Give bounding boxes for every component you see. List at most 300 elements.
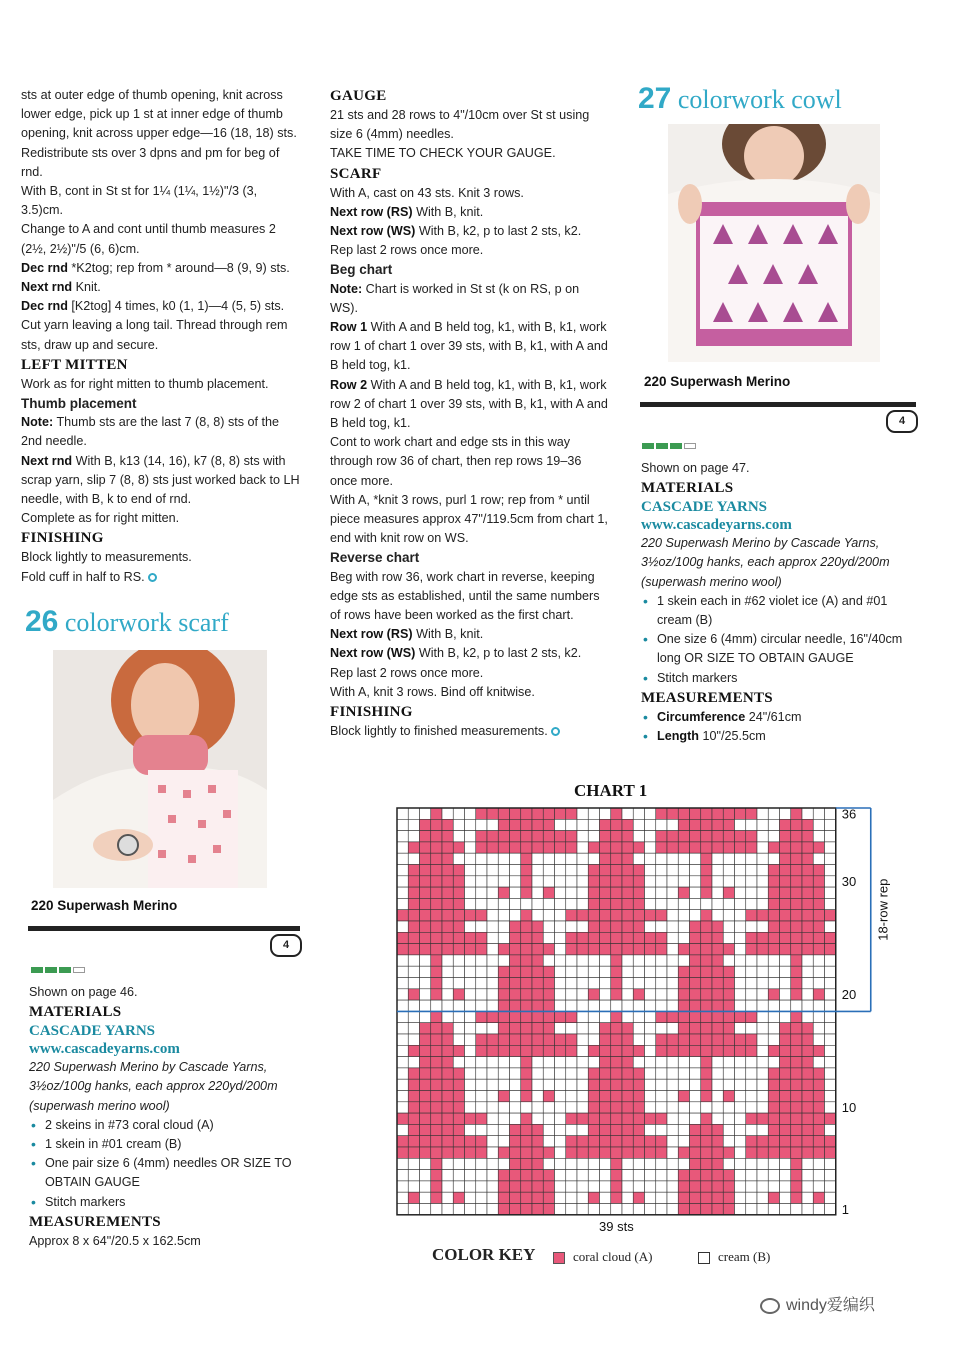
chart-cell xyxy=(802,898,813,909)
chart-cell xyxy=(690,955,701,966)
chart-cell xyxy=(645,978,656,989)
chart-cell xyxy=(712,1113,723,1124)
chart-cell xyxy=(825,1158,836,1169)
chart-cell xyxy=(588,1023,599,1034)
chart-cell xyxy=(622,876,633,887)
chart-cell xyxy=(735,1170,746,1181)
chart-cell xyxy=(532,1023,543,1034)
chart-cell xyxy=(611,921,622,932)
repeat-label: 18-row rep xyxy=(875,878,891,941)
chart-cell xyxy=(723,853,734,864)
chart-cell xyxy=(600,1204,611,1215)
chart-cell xyxy=(667,1091,678,1102)
chart-cell xyxy=(701,921,712,932)
chart-cell xyxy=(566,1045,577,1056)
chart-cell xyxy=(768,1011,779,1022)
chart-cell xyxy=(420,966,431,977)
chart-cell xyxy=(476,1000,487,1011)
chart-cell xyxy=(453,831,464,842)
chart-cell xyxy=(690,865,701,876)
chart-cell xyxy=(825,1091,836,1102)
chart-cell xyxy=(577,1102,588,1113)
chart-cell xyxy=(420,1102,431,1113)
chart-cell xyxy=(408,921,419,932)
chart-cell xyxy=(780,944,791,955)
chart-cell xyxy=(397,1124,408,1135)
chart-cell xyxy=(521,1102,532,1113)
chart-cell xyxy=(453,1057,464,1068)
chart-cell xyxy=(510,966,521,977)
chart-cell xyxy=(566,921,577,932)
chart-cell xyxy=(611,1000,622,1011)
chart-cell xyxy=(487,1124,498,1135)
chart-cell xyxy=(600,898,611,909)
chart-cell xyxy=(442,1011,453,1022)
chart-cell xyxy=(566,1158,577,1169)
chart-cell xyxy=(780,932,791,943)
chart-cell xyxy=(397,1023,408,1034)
chart-title: CHART 1 xyxy=(574,781,648,800)
chart-cell xyxy=(791,944,802,955)
chart-cell xyxy=(577,966,588,977)
chart-cell xyxy=(420,921,431,932)
instruction-dec-rnd: Dec rnd *K2tog; rep from * around—8 (9, 9) sts. xyxy=(21,260,290,275)
cowl-model-image xyxy=(668,124,880,362)
chart-cell xyxy=(735,1147,746,1158)
chart-cell xyxy=(566,876,577,887)
chart-cell xyxy=(768,932,779,943)
chart-cell xyxy=(825,808,836,819)
chart-cell xyxy=(780,1204,791,1215)
chart-cell xyxy=(408,1136,419,1147)
chart-cell xyxy=(431,1034,442,1045)
chart-cell xyxy=(510,1113,521,1124)
chart-cell xyxy=(825,1124,836,1135)
chart-cell xyxy=(813,1204,824,1215)
chart-cell xyxy=(802,1079,813,1090)
chart-cell xyxy=(735,1011,746,1022)
chart-cell xyxy=(780,853,791,864)
chart-cell xyxy=(577,955,588,966)
chart-cell xyxy=(723,808,734,819)
chart-cell xyxy=(408,1034,419,1045)
chart-cell xyxy=(656,1023,667,1034)
chart-cell xyxy=(453,955,464,966)
chart-cell xyxy=(442,1204,453,1215)
chart-cell xyxy=(645,1000,656,1011)
chart-cell xyxy=(577,898,588,909)
chart-cell xyxy=(667,831,678,842)
chart-cell xyxy=(791,1124,802,1135)
chart-cell xyxy=(498,887,509,898)
chart-cell xyxy=(397,1057,408,1068)
chart-cell xyxy=(420,1068,431,1079)
chart-cell xyxy=(543,1045,554,1056)
chart-cell xyxy=(791,887,802,898)
chart-cell xyxy=(487,1204,498,1215)
chart-cell xyxy=(532,921,543,932)
chart-cell xyxy=(465,1079,476,1090)
chart-cell xyxy=(408,1068,419,1079)
chart-cell xyxy=(476,1170,487,1181)
chart-cell xyxy=(588,1147,599,1158)
chart-cell xyxy=(532,1158,543,1169)
chart-cell xyxy=(397,966,408,977)
list-item: • 1 skein each in #62 violet ice (A) and #01 cream (B) xyxy=(655,592,919,630)
chart-cell xyxy=(746,865,757,876)
chart-cell xyxy=(690,1158,701,1169)
chart-cell xyxy=(813,966,824,977)
chart-cell xyxy=(723,1091,734,1102)
chart-cell xyxy=(397,1147,408,1158)
chart-cell xyxy=(656,876,667,887)
chart-cell xyxy=(487,1011,498,1022)
instruction-ws-2: Next row (WS) With B, k2, p to last 2 sts, k2. xyxy=(330,646,582,661)
chart-cell xyxy=(678,1023,689,1034)
chart-cell xyxy=(532,1181,543,1192)
heading-measurements: MEASUREMENTS xyxy=(29,1213,161,1230)
chart-cell xyxy=(825,887,836,898)
chart-cell xyxy=(420,876,431,887)
chart-cell xyxy=(723,989,734,1000)
paragraph: With A, cast on 43 sts. Knit 3 rows. xyxy=(330,185,524,200)
chart-cell xyxy=(735,921,746,932)
chart-cell xyxy=(600,932,611,943)
chart-cell xyxy=(397,1192,408,1203)
chart-cell xyxy=(633,932,644,943)
chart-cell xyxy=(588,876,599,887)
chart-cell xyxy=(723,1136,734,1147)
chart-cell xyxy=(611,1057,622,1068)
chart-cell xyxy=(645,921,656,932)
chart-cell xyxy=(498,808,509,819)
chart-cell xyxy=(577,1136,588,1147)
chart-cell xyxy=(667,819,678,830)
chart-cell xyxy=(577,989,588,1000)
chart-cell xyxy=(521,1192,532,1203)
chart-cell xyxy=(600,1113,611,1124)
chart-cell xyxy=(487,1192,498,1203)
chart-cell xyxy=(566,978,577,989)
pattern-26-materials xyxy=(29,983,305,1251)
chart-cell xyxy=(802,921,813,932)
chart-cell xyxy=(577,1023,588,1034)
chart-cell xyxy=(690,1136,701,1147)
chart-cell xyxy=(656,1136,667,1147)
chart-cell xyxy=(690,1204,701,1215)
chart-cell xyxy=(600,989,611,1000)
chart-cell xyxy=(791,1091,802,1102)
chart-cell xyxy=(723,1034,734,1045)
paragraph: Rep last 2 rows once more. xyxy=(330,243,484,258)
chart-cell xyxy=(498,1000,509,1011)
paragraph: Change to A and cont until thumb measures 2 (2½, 2½)"/5 (6, 6)cm. xyxy=(21,222,276,256)
divider-rule xyxy=(640,402,916,407)
chart-cell xyxy=(723,1113,734,1124)
chart-cell xyxy=(431,1170,442,1181)
chart-cell xyxy=(723,1192,734,1203)
chart-cell xyxy=(825,944,836,955)
chart-cell xyxy=(780,1000,791,1011)
chart-cell xyxy=(431,1023,442,1034)
chart-cell xyxy=(678,1192,689,1203)
chart-cell xyxy=(588,955,599,966)
chart-cell xyxy=(487,1181,498,1192)
chart-cell xyxy=(577,1192,588,1203)
chart-cell xyxy=(757,853,768,864)
chart-cell xyxy=(408,1124,419,1135)
chart-cell xyxy=(408,808,419,819)
chart-cell xyxy=(611,1079,622,1090)
chart-cell xyxy=(757,887,768,898)
heading-gauge: GAUGE xyxy=(330,88,387,104)
chart-cell xyxy=(656,1057,667,1068)
chart-cell xyxy=(780,1147,791,1158)
chart-cell xyxy=(701,1147,712,1158)
chart-cell xyxy=(633,1192,644,1203)
chart-cell xyxy=(577,1147,588,1158)
chart-cell xyxy=(510,1102,521,1113)
chart-cell xyxy=(521,921,532,932)
chart-cell xyxy=(667,876,678,887)
chart-cell xyxy=(667,932,678,943)
chart-cell xyxy=(543,865,554,876)
chart-cell xyxy=(735,876,746,887)
note: Note: Thumb sts are the last 7 (8, 8) sts of the 2nd needle. xyxy=(21,415,280,449)
chart-cell xyxy=(746,932,757,943)
chart-cell xyxy=(780,1113,791,1124)
chart-cell xyxy=(813,1023,824,1034)
chart-cell xyxy=(611,876,622,887)
chart-cell xyxy=(555,887,566,898)
chart-cell xyxy=(768,898,779,909)
chart-cell xyxy=(555,1192,566,1203)
chart-cell xyxy=(498,1170,509,1181)
chart-cell xyxy=(532,1204,543,1215)
chart-cell xyxy=(622,865,633,876)
chart-cell xyxy=(397,1158,408,1169)
chart-cell xyxy=(780,1181,791,1192)
chart-cell xyxy=(487,887,498,898)
chart-cell xyxy=(476,1057,487,1068)
chart-cell xyxy=(802,1011,813,1022)
chart-cell xyxy=(555,921,566,932)
chart-cell xyxy=(611,1147,622,1158)
chart-cell xyxy=(712,921,723,932)
chart-cell xyxy=(431,1045,442,1056)
chart-cell xyxy=(667,1147,678,1158)
chart-cell xyxy=(453,1124,464,1135)
chart-cell xyxy=(791,1136,802,1147)
chart-cell xyxy=(633,1136,644,1147)
chart-cell xyxy=(555,1023,566,1034)
yarn-description: 220 Superwash Merino by Cascade Yarns, 3½oz/100g hanks, each approx 220yd/200m (superwash merino wool) xyxy=(29,1060,278,1113)
chart-cell xyxy=(555,955,566,966)
chart-cell xyxy=(746,1068,757,1079)
chart-cell xyxy=(498,1011,509,1022)
chart-cell xyxy=(555,966,566,977)
chart-cell xyxy=(408,1023,419,1034)
chart-cell xyxy=(566,1124,577,1135)
chart-cell xyxy=(768,1091,779,1102)
chart-cell xyxy=(667,978,678,989)
chart-cell xyxy=(588,1057,599,1068)
chart-cell xyxy=(757,1147,768,1158)
chart-cell xyxy=(690,831,701,842)
chart-cell xyxy=(645,1102,656,1113)
chart-cell xyxy=(746,989,757,1000)
chart-cell xyxy=(723,876,734,887)
chart-cell xyxy=(510,1147,521,1158)
chart-cell xyxy=(397,819,408,830)
chart-cell xyxy=(431,955,442,966)
chart-cell xyxy=(521,1147,532,1158)
brand-url[interactable]: www.cascadeyarns.com xyxy=(29,1041,180,1058)
chart-cell xyxy=(420,865,431,876)
chart-cell xyxy=(408,1181,419,1192)
chart-cell xyxy=(555,842,566,853)
row-label: 10 xyxy=(841,1100,857,1116)
chart-cell xyxy=(622,1192,633,1203)
chart-cell xyxy=(678,1000,689,1011)
chart-cell xyxy=(622,1011,633,1022)
chart-cell xyxy=(453,921,464,932)
chart-cell xyxy=(498,966,509,977)
chart-cell xyxy=(600,887,611,898)
chart-cell xyxy=(510,1181,521,1192)
chart-cell xyxy=(667,1057,678,1068)
chart-cell xyxy=(780,1158,791,1169)
chart-cell xyxy=(611,1192,622,1203)
chart-cell xyxy=(645,1113,656,1124)
chart-cell xyxy=(397,1068,408,1079)
chart-cell xyxy=(735,910,746,921)
chart-cell xyxy=(802,1068,813,1079)
chart-cell xyxy=(487,1091,498,1102)
chart-cell xyxy=(678,887,689,898)
chart-cell xyxy=(442,1034,453,1045)
chart-cell xyxy=(701,1113,712,1124)
chart-cell xyxy=(498,932,509,943)
chart-cell xyxy=(813,1181,824,1192)
chart-cell xyxy=(431,978,442,989)
chart-cell xyxy=(498,1057,509,1068)
chart-cell xyxy=(723,1204,734,1215)
chart-cell xyxy=(442,1124,453,1135)
column-2 xyxy=(330,86,610,741)
chart-cell xyxy=(690,876,701,887)
chart-cell xyxy=(442,1136,453,1147)
chart-cell xyxy=(735,955,746,966)
chart-cell xyxy=(611,1011,622,1022)
chart-cell xyxy=(757,932,768,943)
chart-cell xyxy=(453,887,464,898)
brand-url[interactable]: www.cascadeyarns.com xyxy=(641,517,792,534)
chart-cell xyxy=(825,1068,836,1079)
chart-cell xyxy=(757,1158,768,1169)
chart-cell xyxy=(487,921,498,932)
chart-cell xyxy=(746,1045,757,1056)
instruction-next-rnd: Next rnd Knit. xyxy=(21,280,101,295)
pattern-26-caption: 220 Superwash Merino xyxy=(31,898,178,913)
chart-cell xyxy=(543,1192,554,1203)
chart-cell xyxy=(555,831,566,842)
chart-cell xyxy=(611,910,622,921)
chart-cell xyxy=(678,1034,689,1045)
chart-cell xyxy=(431,944,442,955)
chart-cell xyxy=(600,1181,611,1192)
chart-cell xyxy=(645,1147,656,1158)
chart-cell xyxy=(678,865,689,876)
chart-cell xyxy=(543,966,554,977)
chart-cell xyxy=(825,1023,836,1034)
chart-cell xyxy=(746,808,757,819)
chart-cell xyxy=(566,831,577,842)
chart-cell xyxy=(622,1079,633,1090)
chart-cell xyxy=(577,1170,588,1181)
chart-cell xyxy=(813,1091,824,1102)
color-key-title: COLOR KEY xyxy=(432,1245,536,1264)
chart-cell xyxy=(712,1204,723,1215)
chart-cell xyxy=(476,1124,487,1135)
chart-cell xyxy=(802,819,813,830)
chart-cell xyxy=(813,978,824,989)
chart-cell xyxy=(780,1045,791,1056)
chart-cell xyxy=(735,989,746,1000)
chart-cell xyxy=(667,944,678,955)
chart-cell xyxy=(465,1136,476,1147)
chart-cell xyxy=(510,898,521,909)
chart-cell xyxy=(408,1170,419,1181)
chart-cell xyxy=(633,1079,644,1090)
chart-cell xyxy=(420,932,431,943)
chart-cell xyxy=(543,887,554,898)
chart-cell xyxy=(532,898,543,909)
chart-cell xyxy=(802,831,813,842)
heading-left-mitten: LEFT MITTEN xyxy=(21,356,128,373)
chart-cell xyxy=(442,1091,453,1102)
heading-thumb-placement: Thumb placement xyxy=(21,396,137,412)
chart-cell xyxy=(645,1204,656,1215)
chart-cell xyxy=(487,1000,498,1011)
chart-cell xyxy=(723,831,734,842)
chart-cell xyxy=(791,978,802,989)
row-label: 20 xyxy=(841,987,857,1003)
chart-cell xyxy=(667,1124,678,1135)
chart-cell xyxy=(678,1102,689,1113)
chart-cell xyxy=(667,887,678,898)
chart-cell xyxy=(690,1124,701,1135)
chart-cell xyxy=(780,966,791,977)
chart-cell xyxy=(678,932,689,943)
chart-cell xyxy=(510,876,521,887)
chart-cell xyxy=(543,1023,554,1034)
chart-cell xyxy=(397,1113,408,1124)
chart-cell xyxy=(723,932,734,943)
chart-cell xyxy=(746,910,757,921)
chart-cell xyxy=(723,1079,734,1090)
chart-cell xyxy=(701,1124,712,1135)
chart-cell xyxy=(521,1045,532,1056)
color-key-a: coral cloud (A) xyxy=(553,1249,652,1265)
chart-cell xyxy=(397,898,408,909)
chart-cell xyxy=(487,944,498,955)
chart-cell xyxy=(510,1011,521,1022)
chart-cell xyxy=(633,1147,644,1158)
chart-cell xyxy=(780,989,791,1000)
chart-cell xyxy=(465,808,476,819)
chart-cell xyxy=(667,1079,678,1090)
